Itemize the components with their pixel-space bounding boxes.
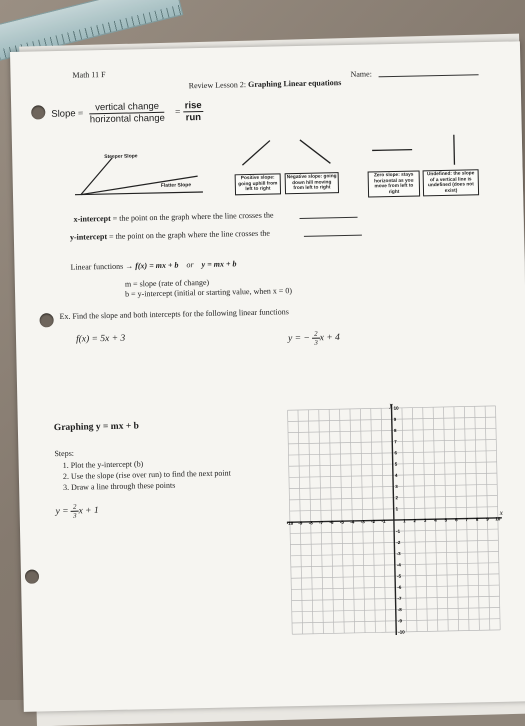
positive-slope-note: Positive slope: going uphill from left to right — [235, 173, 281, 195]
punch-hole-middle — [39, 313, 53, 327]
coordinate-grid[interactable] — [279, 398, 508, 643]
x-tick-label: 10 — [495, 516, 501, 522]
name-label: Name: — [350, 69, 372, 79]
y-intercept-blank[interactable] — [304, 235, 362, 237]
worksheet-title: Review Lesson 2: Graphing Linear equations — [188, 78, 342, 91]
step-3: 3. Draw a line through these points — [63, 480, 176, 492]
x-tick-label: -4 — [350, 519, 355, 525]
y-tick-label: 6 — [394, 450, 398, 456]
y-tick-label: -1 — [396, 528, 401, 534]
x-tick-label: -2 — [371, 518, 376, 525]
y-tick-label: -7 — [397, 595, 402, 602]
flatter-slope-label: Flatter Slope — [160, 182, 192, 189]
x-tick-label: 9 — [486, 516, 489, 522]
x-tick-label: 6 — [454, 517, 458, 523]
y-tick-label: 2 — [395, 495, 398, 501]
x-tick-label: 8 — [475, 516, 479, 522]
x-tick-label: -5 — [339, 519, 344, 525]
y-tick-label: 7 — [394, 439, 397, 445]
negative-slope-note: Negative slope: going down hill moving from left to right — [285, 172, 339, 194]
x-tick-label: -1 — [381, 518, 386, 524]
x-tick-label: 1 — [402, 518, 406, 524]
example-function-2: y = − $\frac{2}{3}$ x + 4 — [287, 329, 340, 347]
m-definition: m = slope (rate of change) — [124, 277, 210, 289]
y-tick-label: -10 — [398, 629, 405, 635]
graph-example-equation: y = $\frac{2}{3}$ x + 1 — [55, 502, 99, 520]
y-tick-label: 10 — [393, 405, 399, 411]
step-2: 2. Use the slope (rise over run) to find the next point — [62, 468, 231, 481]
x-intercept-definition: x-intercept = the point on the graph where the line crosses the — [73, 210, 274, 224]
example-instruction: Ex. Find the slope and both intercepts for the following linear functions — [59, 307, 289, 322]
graphing-heading: Graphing y = mx + b — [53, 421, 139, 434]
class-name: Math 11 F — [72, 70, 106, 80]
slope-definition: Slope = $\frac{\text{vertical change}}{\text{horizontal change}}$ = $\frac{\text{rise}}{\text{run}}$ — [51, 100, 204, 126]
y-axis-label: y — [389, 401, 393, 410]
y-tick-label: 4 — [394, 472, 398, 478]
x-axis-label: x — [499, 508, 503, 517]
x-tick-label: -10 — [286, 520, 294, 526]
y-tick-label: 9 — [393, 416, 397, 422]
example-function-1: f(x) = 5x + 3 — [75, 333, 126, 345]
slope-type-diagrams — [232, 130, 513, 172]
undefined-slope-note: Undefined: the slope of a vertical line is undefined (does not exist) — [423, 169, 480, 197]
y-tick-label: 3 — [395, 483, 398, 490]
zero-slope-note: Zero slope: stays horizontal as you move from left to right — [368, 170, 421, 197]
x-intercept-blank[interactable] — [300, 217, 358, 219]
x-tick-label: 5 — [444, 517, 448, 523]
x-tick-label: 3 — [423, 517, 427, 523]
y-tick-label: -4 — [396, 562, 401, 568]
x-tick-label: -9 — [298, 520, 303, 526]
x-tick-label: 2 — [413, 518, 417, 524]
steeper-slope-label: Steeper Slope — [104, 153, 138, 161]
name-blank[interactable] — [379, 74, 479, 77]
y-tick-label: -6 — [397, 584, 402, 590]
x-tick-label: -8 — [308, 520, 313, 526]
y-tick-label: -5 — [397, 573, 402, 579]
x-tick-label: -7 — [319, 520, 324, 526]
steps-label: Steps: — [54, 448, 75, 459]
y-intercept-definition: y-intercept = the point on the graph where the line crosses the — [69, 228, 271, 242]
x-tick-label: 7 — [465, 517, 469, 523]
y-tick-label: 5 — [394, 461, 398, 467]
x-tick-label: 4 — [434, 517, 437, 523]
step-1: 1. Plot the y-intercept (b) — [62, 459, 144, 470]
linear-functions-line: Linear functions → f(x) = mx + b or y = mx + b — [70, 259, 237, 272]
punch-hole-bottom — [25, 570, 39, 584]
b-definition: b = y-intercept (initial or starting value, when x = 0) — [125, 286, 293, 299]
x-tick-label: -6 — [329, 519, 334, 525]
punch-hole-top — [31, 105, 45, 119]
y-tick-label: -8 — [397, 607, 402, 613]
y-tick-label: -3 — [396, 551, 401, 557]
y-tick-label: -9 — [397, 618, 403, 624]
y-tick-label: 8 — [393, 427, 397, 434]
y-tick-label: -2 — [396, 539, 401, 546]
y-tick-label: 1 — [395, 506, 399, 512]
x-tick-label: -3 — [360, 519, 365, 525]
worksheet-page — [10, 41, 525, 712]
